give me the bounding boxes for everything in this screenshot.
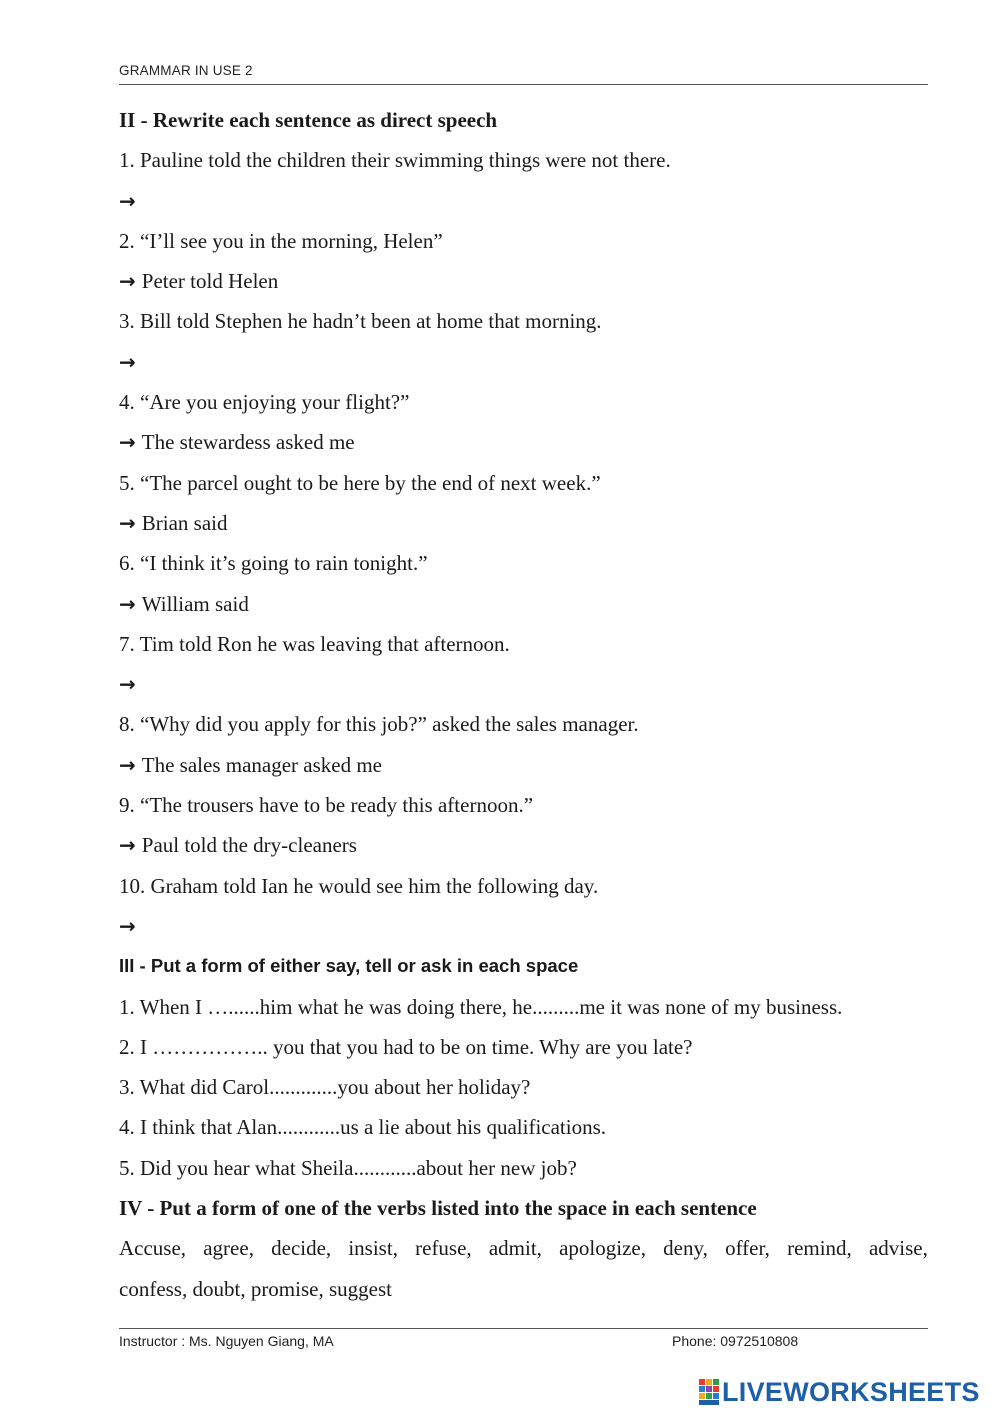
verb-word: apologize, — [559, 1236, 646, 1261]
fill-in-item[interactable]: 1. When I …......him what he was doing there, he.........me it was none of my business. — [119, 994, 843, 1019]
verb-word: deny, — [663, 1236, 708, 1261]
arrow-icon: → — [119, 833, 136, 858]
fill-in-item[interactable]: 2. I …………….. you that you had to be on time. Why are you late? — [119, 1034, 693, 1059]
arrow-icon: → — [119, 510, 136, 535]
footer-divider — [119, 1328, 928, 1329]
liveworksheets-logo[interactable] — [698, 1374, 980, 1410]
section-2-heading: II - Rewrite each sentence as direct speech — [119, 108, 498, 132]
verb-word: advise, — [868, 1236, 928, 1261]
answer-prompt: Paul told the dry-cleaners — [141, 833, 357, 858]
header-divider — [119, 84, 928, 85]
section-3-heading: III - Put a form of either say, tell or ask in each space — [119, 955, 579, 977]
answer-line[interactable] — [119, 503, 928, 543]
arrow-icon: → — [119, 913, 136, 938]
arrow-icon: → — [119, 752, 136, 777]
worksheet-body — [119, 100, 928, 1309]
answer-prompt: The sales manager asked me — [141, 752, 382, 777]
arrow-icon: → — [119, 349, 136, 374]
answer-line[interactable] — [119, 584, 928, 624]
arrow-icon: → — [119, 430, 136, 455]
verb-list-line-2: confess, doubt, promise, suggest — [119, 1276, 392, 1301]
answer-line[interactable] — [119, 181, 928, 221]
section-4-heading: IV - Put a form of one of the verbs listed into the space in each sentence — [119, 1196, 757, 1221]
footer-instructor: Instructor : Ms. Nguyen Giang, MA — [119, 1333, 334, 1349]
arrow-icon: → — [119, 188, 136, 213]
exercise-item: 1. Pauline told the children their swimming things were not there. — [119, 148, 671, 173]
document-header: GRAMMAR IN USE 2 — [119, 63, 253, 78]
footer-phone: Phone: 0972510808 — [672, 1333, 799, 1349]
exercise-item: 2. “I’ll see you in the morning, Helen” — [119, 228, 443, 253]
fill-in-item[interactable]: 3. What did Carol.............you about her holiday? — [119, 1075, 531, 1100]
answer-line[interactable] — [119, 745, 928, 785]
exercise-item: 6. “I think it’s going to rain tonight.” — [119, 551, 428, 576]
verb-word: insist, — [348, 1236, 398, 1261]
verb-word: remind, — [787, 1236, 852, 1261]
answer-prompt: The stewardess asked me — [141, 430, 355, 455]
fill-in-item[interactable]: 5. Did you hear what Sheila............about her new job? — [119, 1155, 577, 1180]
arrow-icon: → — [119, 269, 136, 294]
exercise-item: 9. “The trousers have to be ready this afternoon.” — [119, 793, 534, 818]
verb-word: refuse, — [415, 1236, 472, 1261]
exercise-item: 7. Tim told Ron he was leaving that afternoon. — [119, 631, 510, 656]
liveworksheets-logo-icon — [698, 1378, 720, 1406]
answer-line[interactable] — [119, 825, 928, 865]
exercise-item: 10. Graham told Ian he would see him the following day. — [119, 873, 599, 898]
exercise-item: 5. “The parcel ought to be here by the end of next week.” — [119, 470, 601, 495]
verb-word: admit, — [488, 1236, 542, 1261]
answer-line[interactable] — [119, 261, 928, 301]
liveworksheets-brand: LIVEWORKSHEETS — [722, 1376, 980, 1407]
verb-word: Accuse, — [119, 1236, 187, 1261]
exercise-item: 8. “Why did you apply for this job?” asked the sales manager. — [119, 712, 639, 737]
arrow-icon: → — [119, 591, 136, 616]
verb-word: offer, — [725, 1236, 770, 1261]
answer-line[interactable] — [119, 342, 928, 382]
answer-line[interactable] — [119, 664, 928, 704]
exercise-item: 3. Bill told Stephen he hadn’t been at home that morning. — [119, 309, 602, 334]
answer-line[interactable] — [119, 906, 928, 946]
exercise-item: 4. “Are you enjoying your flight?” — [119, 390, 410, 415]
verb-list-line-1 — [119, 1228, 928, 1268]
answer-line[interactable] — [119, 422, 928, 462]
answer-prompt: Brian said — [141, 510, 228, 535]
answer-prompt: Peter told Helen — [141, 269, 279, 294]
fill-in-item[interactable]: 4. I think that Alan............us a lie about his qualifications. — [119, 1115, 607, 1140]
answer-prompt: William said — [141, 591, 249, 616]
verb-word: agree, — [203, 1236, 254, 1261]
arrow-icon: → — [119, 672, 136, 697]
verb-word: decide, — [271, 1236, 332, 1261]
